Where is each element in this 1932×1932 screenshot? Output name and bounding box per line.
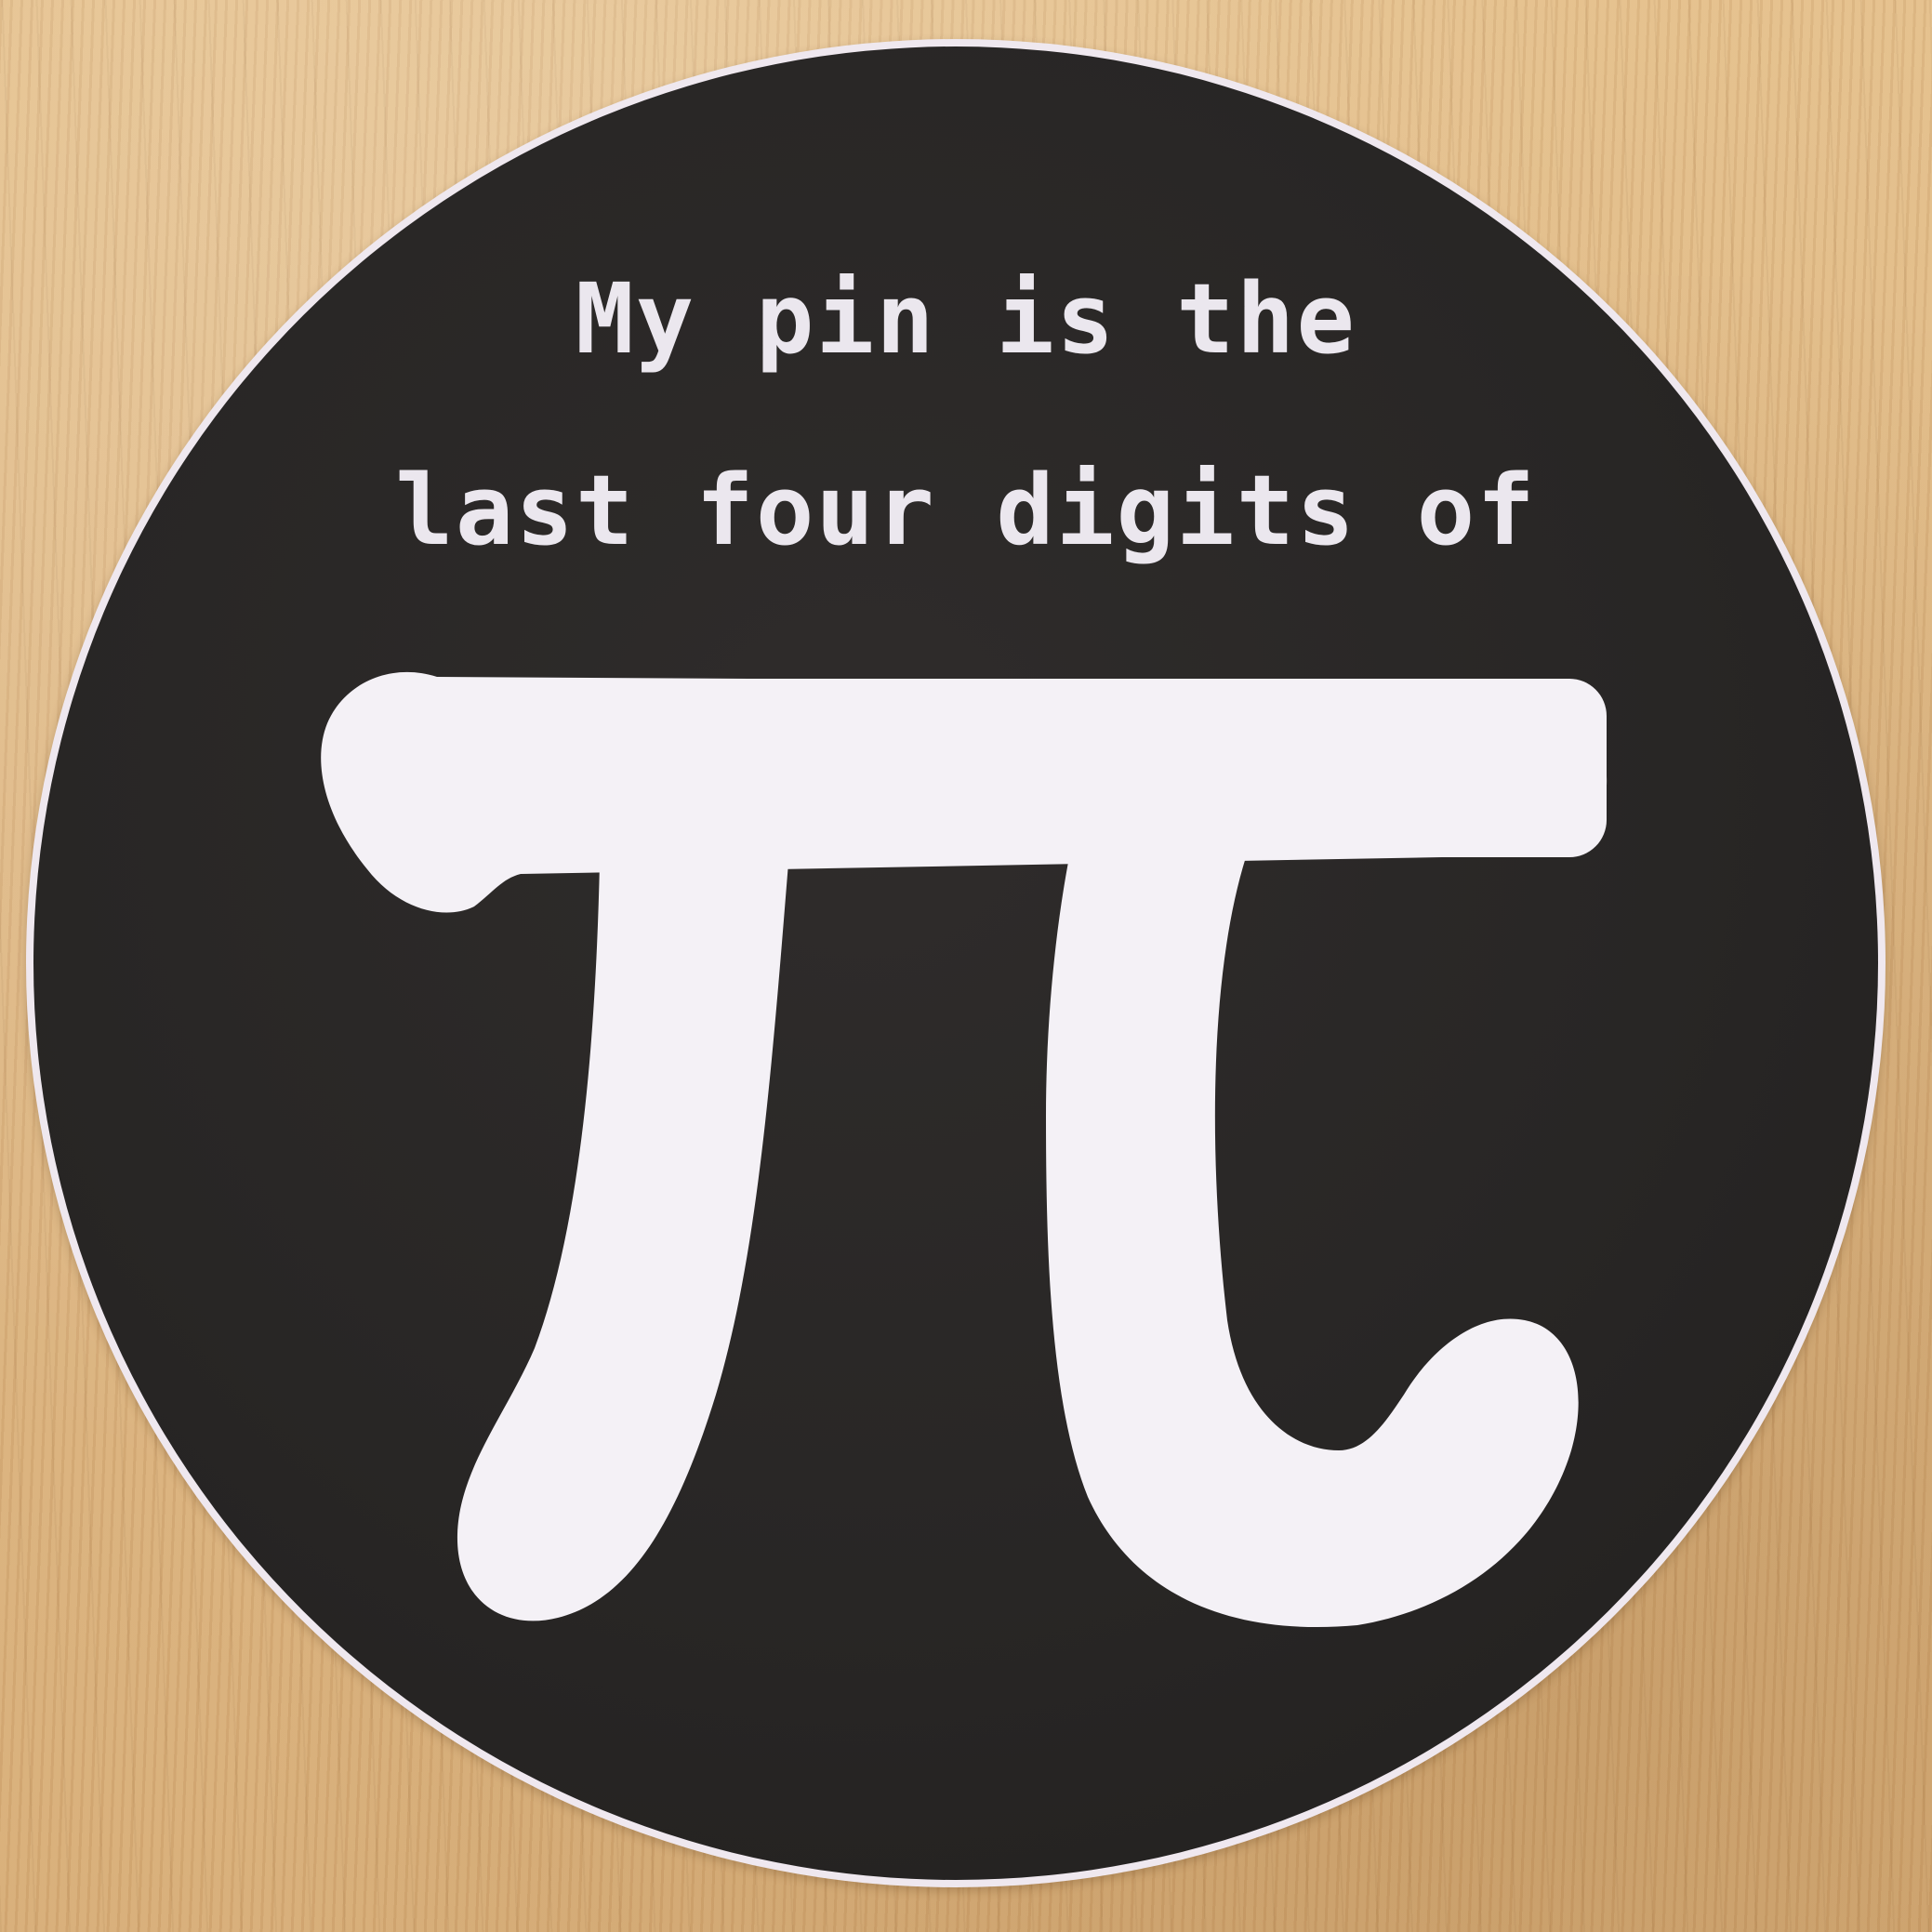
pi-left-leg [457, 863, 788, 1621]
caption-line-2: last four digits of [395, 454, 1537, 567]
pi-bar-body [437, 679, 1607, 857]
pi-right-leg [1046, 857, 1579, 1627]
caption-line-1: My pin is the [576, 262, 1356, 376]
